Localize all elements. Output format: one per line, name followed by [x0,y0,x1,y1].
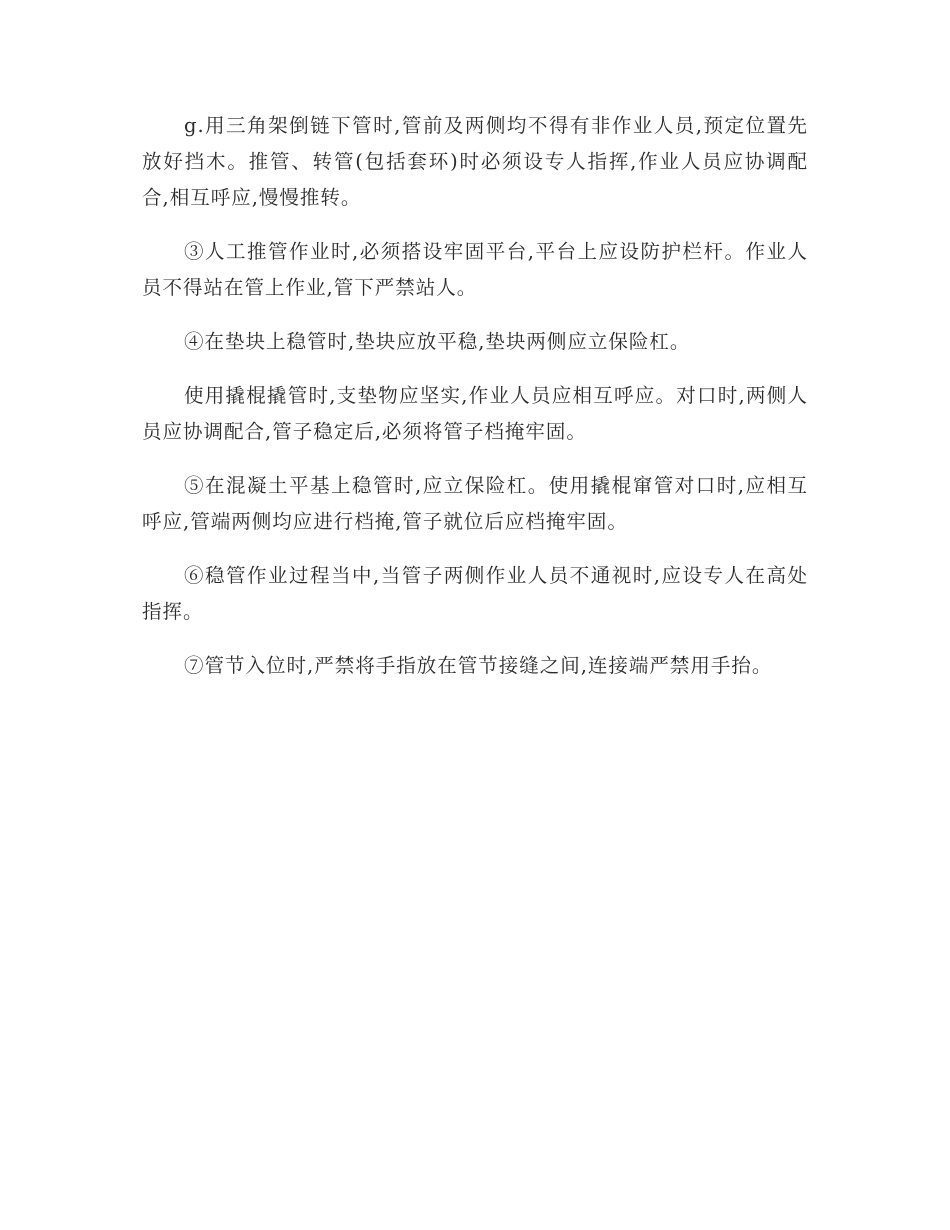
paragraph-6-visibility-command: ⑥稳管作业过程当中,当管子两侧作业人员不通视时,应设专人在高处指挥。 [142,564,808,623]
paragraph-7-joint-placement: ⑦管节入位时,严禁将手指放在管节接缝之间,连接端严禁用手抬。 [184,654,773,677]
document-body [142,108,808,702]
paragraph-5-concrete-base: ⑤在混凝土平基上稳管时,应立保险杠。使用撬棍窜管对口时,应相互呼应,管端两侧均应进行档掩,管子就位后应档掩牢固。 [142,474,808,533]
paragraph-g-tripod-lowering: g.用三角架倒链下管时,管前及两侧均不得有非作业人员,预定位置先放好挡木。推管、转管(包括套环)时必须设专人指挥,作业人员应协调配合,相互呼应,慢慢推转。 [142,114,808,209]
paragraph-crowbar-usage: 使用撬棍撬管时,支垫物应坚实,作业人员应相互呼应。对口时,两侧人员应协调配合,管子稳定后,必须将管子档掩牢固。 [142,384,808,443]
paragraph-4-pad-stabilizing: ④在垫块上稳管时,垫块应放平稳,垫块两侧应立保险杠。 [184,330,691,353]
paragraph-3-manual-pushing: ③人工推管作业时,必须搭设牢固平台,平台上应设防护栏杆。作业人员不得站在管上作业,管下严禁站人。 [142,240,808,299]
